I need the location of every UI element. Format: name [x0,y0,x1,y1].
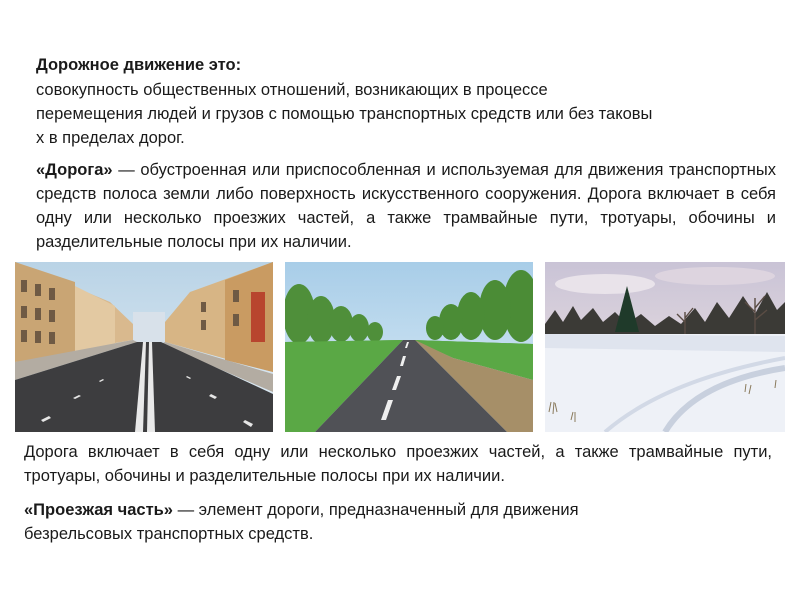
carriageway-definition [24,498,772,546]
city-street-photo [15,262,273,432]
carriageway-text-line-2: безрельсовых транспортных средств. [24,525,314,543]
road-traffic-heading: Дорожное движение это: [36,56,242,74]
road-traffic-definition [36,52,776,150]
road-traffic-text-line-1: совокупность общественных отношений, возникающих в процессе [36,81,548,99]
road-term: «Дорога» [36,161,113,179]
carriageway-term: «Проезжая часть» [24,501,173,519]
road-definition-text: — обустроенная или приспособленная и используемая для движения транспортных средств полоса земли либо поверхность искусственного сооружения. Дорога включает в себя одну или несколько проезжих частей, а также трамвайные пути, тротуары, обочины и разделительные полосы при их наличии. [36,161,776,251]
road-definition [36,158,776,254]
road-includes-text: Дорога включает в себя одну или несколько проезжих частей, а также трамвайные пути, тротуары, обочины и разделительные полосы при их наличии. [24,443,772,485]
road-traffic-text-line-3: х в пределах дорог. [36,129,185,147]
country-road-photo [285,262,533,432]
road-traffic-text-line-2: перемещения людей и грузов с помощью транспортных средств или без таковы [36,105,653,123]
snowy-field-photo [545,262,785,432]
carriageway-text-line-1: — элемент дороги, предназначенный для движения [172,501,579,519]
